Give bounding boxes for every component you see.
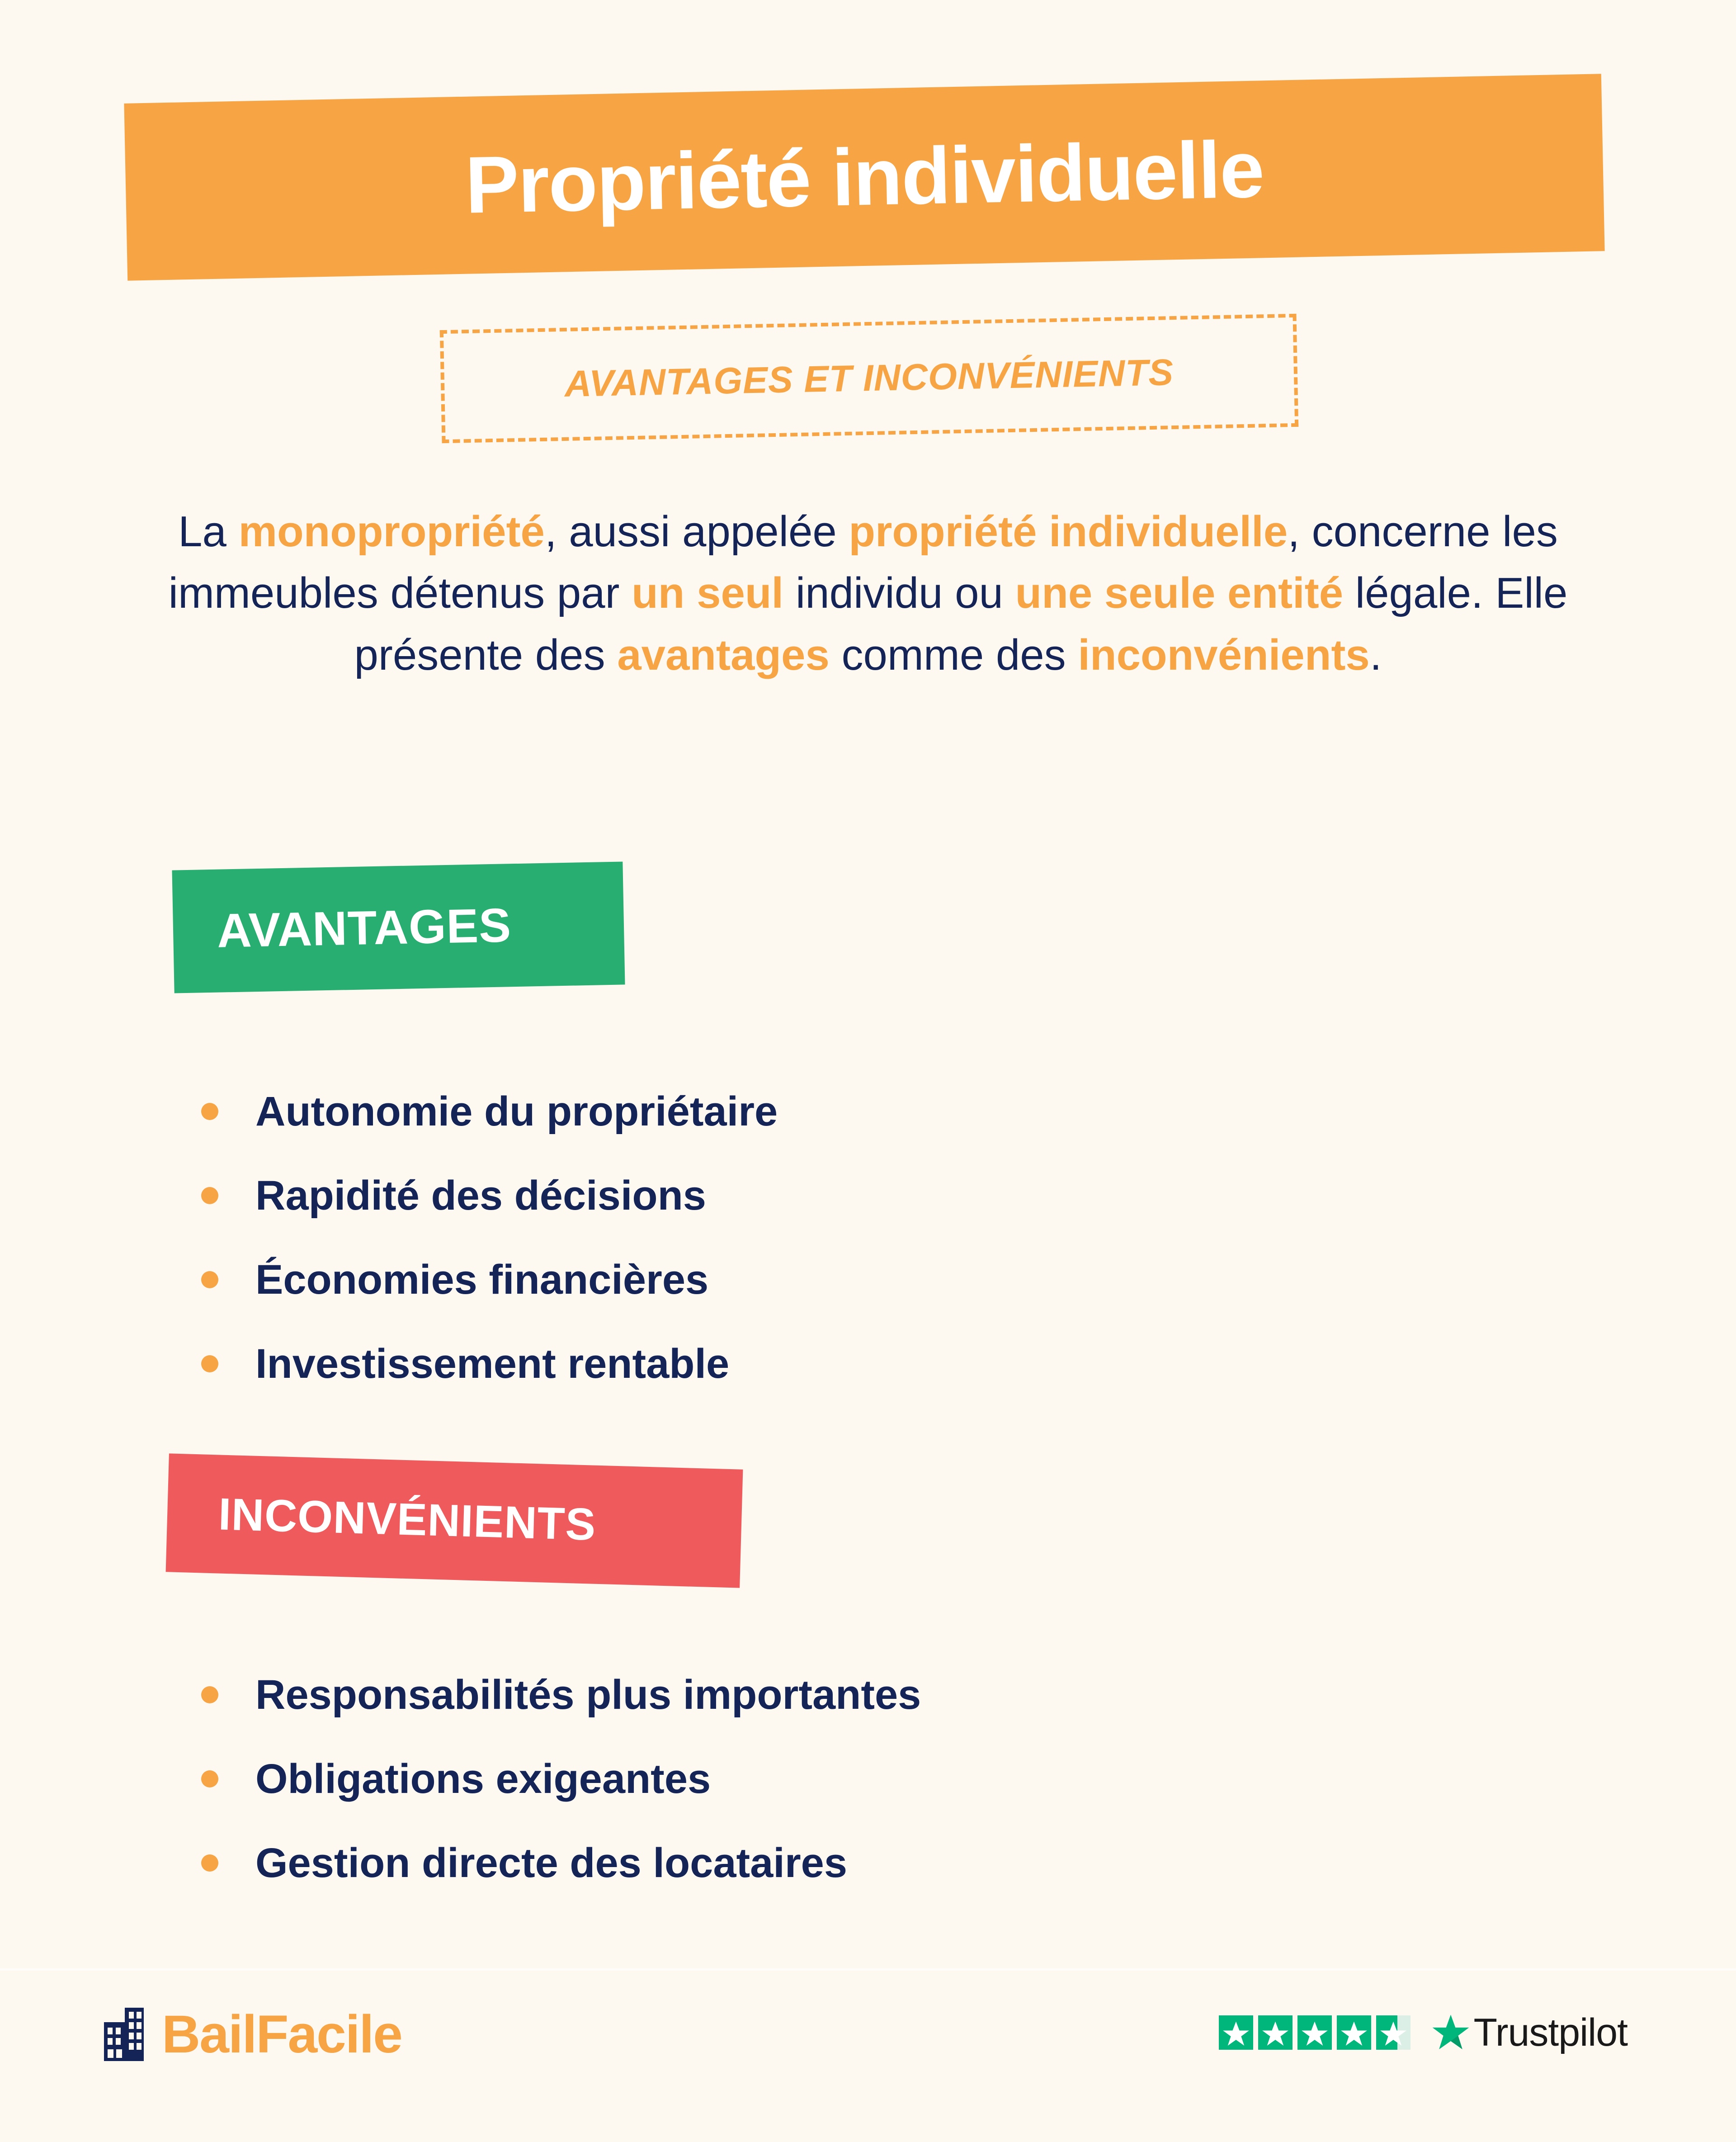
list-item: [201, 1821, 921, 1905]
intro-highlight: propriété individuelle: [849, 507, 1288, 556]
bullet-icon: [201, 1770, 218, 1787]
list-item-label: Rapidité des décisions: [255, 1173, 706, 1219]
intro-highlight: un seul: [632, 569, 784, 618]
list-item-label: Économies financières: [255, 1257, 709, 1303]
trustpilot-rating[interactable]: [1219, 2013, 1628, 2052]
section-badge-avantages: AVANTAGES: [172, 861, 625, 993]
trustpilot-star-icon: [1431, 2013, 1470, 2052]
trustpilot-wordmark: Trustpilot: [1473, 2011, 1628, 2054]
footer: [0, 1981, 1736, 2116]
footer-divider: [0, 1968, 1736, 1971]
trustpilot-stars: [1219, 2015, 1410, 2050]
intro-text: , aussi appelée: [544, 507, 849, 556]
list-item: [201, 1737, 921, 1821]
inconvenients-list: [201, 1653, 921, 1905]
list-item-label: Gestion directe des locataires: [255, 1840, 847, 1886]
bullet-icon: [201, 1103, 218, 1120]
subtitle-label: AVANTAGES ET INCONVÉNIENTS: [564, 352, 1174, 405]
trustpilot-logo: [1431, 2013, 1628, 2052]
trustpilot-star-full: [1219, 2015, 1253, 2050]
list-item: [201, 1238, 778, 1322]
bullet-icon: [201, 1271, 218, 1288]
trustpilot-star-full: [1297, 2015, 1332, 2050]
intro-highlight: inconvénients: [1078, 630, 1370, 679]
intro-text: , concerne les immeubles détenus par: [168, 507, 1558, 618]
bullet-icon: [201, 1355, 218, 1372]
trustpilot-star-partial: [1376, 2015, 1410, 2050]
list-item-label: Obligations exigeantes: [255, 1756, 711, 1802]
intro-highlight: avantages: [617, 630, 830, 679]
list-item: [201, 1069, 778, 1154]
intro-text: La: [178, 507, 239, 556]
intro-text: individu ou: [783, 569, 1015, 618]
list-item-label: Autonomie du propriétaire: [255, 1088, 778, 1135]
brand-name: BailFacile: [162, 2005, 402, 2064]
list-item: [201, 1653, 921, 1737]
list-item-label: Investissement rentable: [255, 1341, 730, 1387]
trustpilot-star-full: [1258, 2015, 1293, 2050]
list-item: [201, 1322, 778, 1406]
trustpilot-star-full: [1337, 2015, 1371, 2050]
section-badge-inconvenients: INCONVÉNIENTS: [166, 1453, 743, 1588]
intro-text: comme des: [829, 630, 1078, 679]
intro-text: légale. Elle présente des: [354, 569, 1568, 679]
intro-highlight: monopropriété: [238, 507, 545, 556]
list-item-label: Responsabilités plus importantes: [255, 1672, 921, 1718]
intro-highlight: une seule entité: [1015, 569, 1344, 618]
list-item: [201, 1154, 778, 1238]
bailfacile-logo[interactable]: [104, 2005, 402, 2064]
bullet-icon: [201, 1686, 218, 1703]
bullet-icon: [201, 1187, 218, 1204]
building-icon: [104, 2008, 152, 2061]
avantages-list: [201, 1069, 778, 1406]
intro-paragraph: [149, 501, 1587, 686]
intro-text: .: [1369, 630, 1382, 679]
bullet-icon: [201, 1854, 218, 1872]
page-title: Propriété individuelle: [464, 124, 1264, 230]
